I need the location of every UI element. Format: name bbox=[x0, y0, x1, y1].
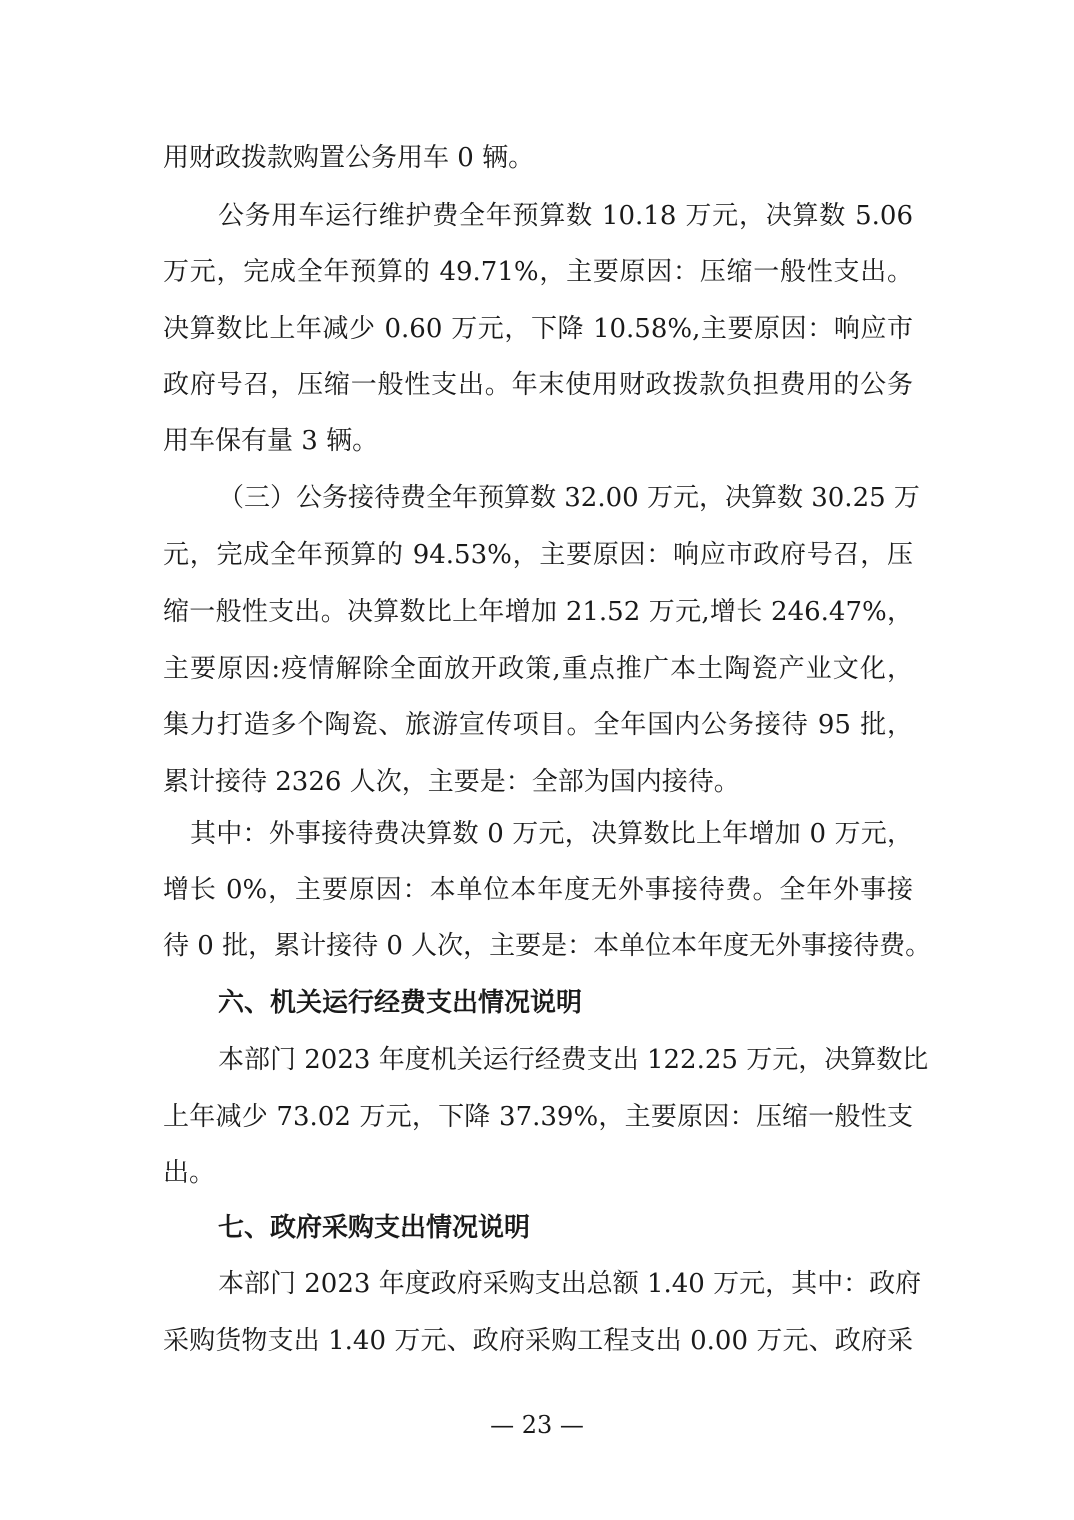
section-heading: 六、机关运行经费支出情况说明 bbox=[218, 988, 583, 1018]
paragraph-line: 上年减少 73.02 万元，下降 37.39%，主要原因：压缩一般性支 bbox=[163, 1102, 913, 1132]
paragraph-line: 用车保有量 3 辆。 bbox=[163, 426, 379, 456]
paragraph-line: 累计接待 2326 人次，主要是：全部为国内接待。 bbox=[163, 767, 740, 797]
paragraph-line: 缩一般性支出。决算数比上年增加 21.52 万元,增长 246.47%， bbox=[163, 597, 913, 627]
paragraph-line: 集力打造多个陶瓷、旅游宣传项目。全年国内公务接待 95 批， bbox=[163, 710, 913, 740]
paragraph-line: 出。 bbox=[163, 1158, 216, 1188]
paragraph-line: 本部门 2023 年度机关运行经费支出 122.25 万元，决算数比 bbox=[218, 1045, 929, 1075]
section-heading: 七、政府采购支出情况说明 bbox=[218, 1213, 531, 1243]
paragraph-line: 元，完成全年预算的 94.53%，主要原因：响应市政府号召，压 bbox=[163, 540, 913, 570]
paragraph-line: 采购货物支出 1.40 万元、政府采购工程支出 0.00 万元、政府采 bbox=[163, 1326, 913, 1356]
paragraph-line: 本部门 2023 年度政府采购支出总额 1.40 万元，其中：政府 bbox=[218, 1269, 922, 1299]
paragraph-line: 其中：外事接待费决算数 0 万元，决算数比上年增加 0 万元， bbox=[190, 819, 913, 849]
paragraph-line: 公务用车运行维护费全年预算数 10.18 万元，决算数 5.06 bbox=[218, 201, 913, 231]
page-number: — 23 — bbox=[490, 1411, 584, 1439]
paragraph-line: 增长 0%，主要原因：本单位本年度无外事接待费。全年外事接 bbox=[163, 875, 913, 905]
paragraph-line: 万元，完成全年预算的 49.71%，主要原因：压缩一般性支出。 bbox=[163, 257, 913, 287]
paragraph-line: 政府号召，压缩一般性支出。年末使用财政拨款负担费用的公务 bbox=[163, 370, 913, 400]
paragraph-line: 待 0 批，累计接待 0 人次，主要是：本单位本年度无外事接待费。 bbox=[163, 931, 932, 961]
paragraph-line: 决算数比上年减少 0.60 万元，下降 10.58%,主要原因：响应市 bbox=[163, 314, 913, 344]
paragraph-line: 用财政拨款购置公务用车 0 辆。 bbox=[163, 143, 535, 173]
paragraph-line: 主要原因:疫情解除全面放开政策,重点推广本土陶瓷产业文化， bbox=[163, 654, 913, 684]
paragraph-line: （三）公务接待费全年预算数 32.00 万元，决算数 30.25 万 bbox=[218, 483, 920, 513]
